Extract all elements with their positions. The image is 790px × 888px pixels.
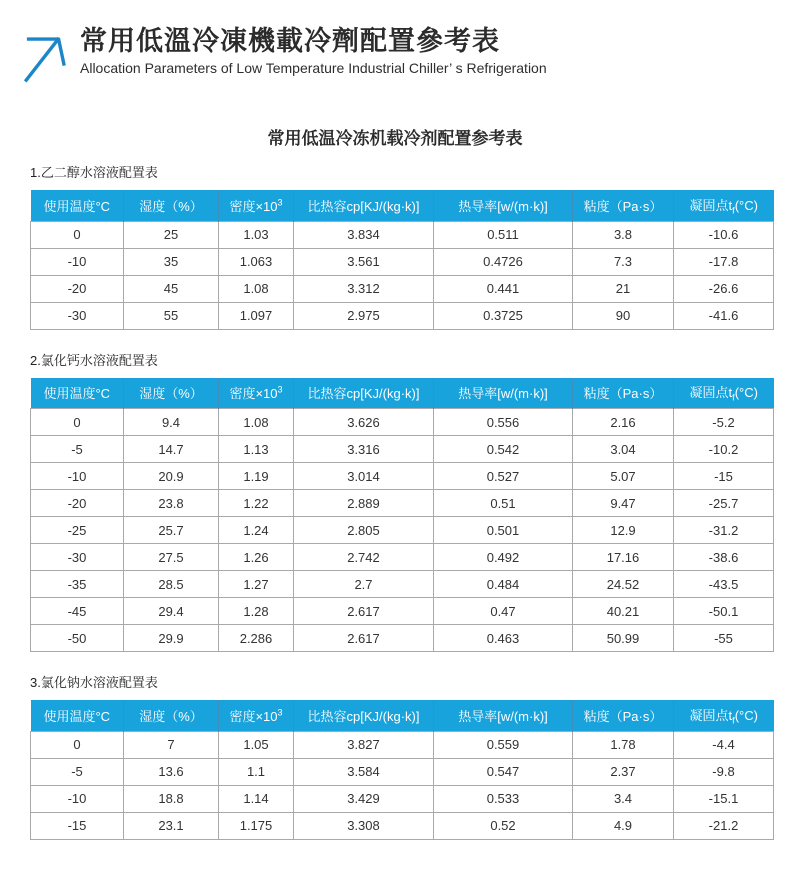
header-density: 密度$\times 10^3$ — [219, 190, 294, 221]
table-cell: 1.03 — [219, 221, 294, 248]
table-cell: 24.52 — [573, 571, 674, 598]
table-cell: 0.527 — [434, 463, 573, 490]
table-row — [31, 490, 774, 517]
table-header-row — [31, 378, 774, 409]
table-cell: 0.484 — [434, 571, 573, 598]
table-cell: 3.834 — [294, 221, 434, 248]
table-cell: 2.805 — [294, 517, 434, 544]
table-row — [31, 731, 774, 758]
up-right-arrow-icon — [22, 34, 68, 86]
table-header-row — [31, 700, 774, 731]
table-cell: -20 — [31, 490, 124, 517]
table-cell: 1.27 — [219, 571, 294, 598]
table-row — [31, 463, 774, 490]
header-temperature: 使用温度°C — [31, 378, 124, 409]
brand-title: 常用低溫冷凍機載冷劑配置參考表 — [80, 26, 500, 56]
table-cell: 0 — [31, 221, 124, 248]
header-humidity: 湿度（%） — [124, 190, 219, 221]
header-temperature: 使用温度°C — [31, 190, 124, 221]
table-cell: 0.542 — [434, 436, 573, 463]
table-cell: 2.286 — [219, 625, 294, 652]
table-cell: -55 — [674, 625, 774, 652]
table-cell: 1.26 — [219, 544, 294, 571]
table-cell: -26.6 — [674, 275, 774, 302]
table-cell: -9.8 — [674, 758, 774, 785]
table-cell: 2.7 — [294, 571, 434, 598]
header-thermal-conductivity: 热导率[w/(m·k)] — [434, 378, 573, 409]
table-ethylene-glycol — [30, 190, 774, 330]
table-row — [31, 785, 774, 812]
table-cell: -10.2 — [674, 436, 774, 463]
table-cell: -10.6 — [674, 221, 774, 248]
table-cell: 2.975 — [294, 302, 434, 329]
header-humidity: 湿度（%） — [124, 378, 219, 409]
table-cell: -21.2 — [674, 812, 774, 839]
table-cell: 90 — [573, 302, 674, 329]
section-label-calcium-chloride: 2.氯化钙水溶液配置表 — [30, 352, 158, 368]
table-cell: 7 — [124, 731, 219, 758]
table-cell: 35 — [124, 248, 219, 275]
table-cell: 23.8 — [124, 490, 219, 517]
table-cell: -15.1 — [674, 785, 774, 812]
table-cell: 3.827 — [294, 731, 434, 758]
table-cell: 27.5 — [124, 544, 219, 571]
table-row — [31, 221, 774, 248]
table-cell: 0.52 — [434, 812, 573, 839]
table-cell: -5 — [31, 436, 124, 463]
table-cell: 1.13 — [219, 436, 294, 463]
table-cell: -25 — [31, 517, 124, 544]
section-label-ethylene-glycol: 1.乙二醇水溶液配置表 — [30, 165, 158, 180]
brand-subtitle: Allocation Parameters of Low Temperature Industrial Chiller’ s Refrigeration — [80, 60, 547, 77]
table-cell: -17.8 — [674, 248, 774, 275]
header-temperature: 使用温度°C — [31, 700, 124, 731]
table-cell: 29.4 — [124, 598, 219, 625]
table-cell: -5.2 — [674, 409, 774, 436]
table-cell: -30 — [31, 302, 124, 329]
table-row — [31, 758, 774, 785]
table-cell: 4.9 — [573, 812, 674, 839]
table-cell: 50.99 — [573, 625, 674, 652]
table-cell: 13.6 — [124, 758, 219, 785]
table-row — [31, 517, 774, 544]
table-cell: 2.617 — [294, 625, 434, 652]
table-row — [31, 544, 774, 571]
table-cell: 0.47 — [434, 598, 573, 625]
table-cell: 3.014 — [294, 463, 434, 490]
document-title: 常用低温冷冻机载冷剂配置参考表 — [267, 129, 523, 148]
table-cell: 3.316 — [294, 436, 434, 463]
table-cell: 1.24 — [219, 517, 294, 544]
table-cell: -30 — [31, 544, 124, 571]
table-cell: 0.559 — [434, 731, 573, 758]
table-row — [31, 275, 774, 302]
table-cell: 1.1 — [219, 758, 294, 785]
header-freezing-point: 凝固点$t_f(^\circ C)$ — [674, 378, 774, 409]
table-cell: 1.097 — [219, 302, 294, 329]
table-cell: 1.14 — [219, 785, 294, 812]
header-viscosity: 粘度（Pa·s） — [573, 700, 674, 731]
table-cell: 2.617 — [294, 598, 434, 625]
table-cell: 20.9 — [124, 463, 219, 490]
table-cell: 40.21 — [573, 598, 674, 625]
table-cell: 9.47 — [573, 490, 674, 517]
table-cell: 29.9 — [124, 625, 219, 652]
section-label-sodium-chloride: 3.氯化钠水溶液配置表 — [30, 675, 158, 690]
table-cell: 0.547 — [434, 758, 573, 785]
table-cell: 3.8 — [573, 221, 674, 248]
table-cell: 25.7 — [124, 517, 219, 544]
table-cell: 2.16 — [573, 409, 674, 436]
table-cell: 23.1 — [124, 812, 219, 839]
table-cell: -45 — [31, 598, 124, 625]
table-cell: 0.463 — [434, 625, 573, 652]
header-viscosity: 粘度（Pa·s） — [573, 378, 674, 409]
table-cell: 1.08 — [219, 275, 294, 302]
table-cell: -35 — [31, 571, 124, 598]
table-cell: -4.4 — [674, 731, 774, 758]
table-cell: 17.16 — [573, 544, 674, 571]
table-cell: 45 — [124, 275, 219, 302]
header-thermal-conductivity: 热导率[w/(m·k)] — [434, 700, 573, 731]
table-cell: 1.19 — [219, 463, 294, 490]
table-cell: 9.4 — [124, 409, 219, 436]
table-cell: -15 — [31, 812, 124, 839]
table-row — [31, 248, 774, 275]
table-row — [31, 436, 774, 463]
table-cell: 1.063 — [219, 248, 294, 275]
header-density: 密度$\times 10^3$ — [219, 700, 294, 731]
table-row — [31, 571, 774, 598]
table-cell: -10 — [31, 463, 124, 490]
header-humidity: 湿度（%） — [124, 700, 219, 731]
table-cell: 3.308 — [294, 812, 434, 839]
table-cell: 2.889 — [294, 490, 434, 517]
table-cell: 12.9 — [573, 517, 674, 544]
table-cell: 28.5 — [124, 571, 219, 598]
table-cell: 0.4726 — [434, 248, 573, 275]
table-cell: 0 — [31, 409, 124, 436]
table-row — [31, 625, 774, 652]
table-row — [31, 302, 774, 329]
table-cell: -25.7 — [674, 490, 774, 517]
table-sodium-chloride — [30, 700, 774, 840]
table-cell: -10 — [31, 248, 124, 275]
brand-header — [0, 0, 790, 86]
table-cell: 3.626 — [294, 409, 434, 436]
table-cell: -50.1 — [674, 598, 774, 625]
table-cell: 0.501 — [434, 517, 573, 544]
table-calcium-chloride — [30, 378, 774, 653]
table-cell: 3.4 — [573, 785, 674, 812]
table-cell: -15 — [674, 463, 774, 490]
header-density: 密度$\times 10^3$ — [219, 378, 294, 409]
header-freezing-point: 凝固点$t_f(^\circ C)$ — [674, 190, 774, 221]
table-cell: 3.584 — [294, 758, 434, 785]
table-cell: 1.22 — [219, 490, 294, 517]
table-cell: 18.8 — [124, 785, 219, 812]
table-cell: -38.6 — [674, 544, 774, 571]
table-cell: 0 — [31, 731, 124, 758]
table-row — [31, 812, 774, 839]
table-cell: -31.2 — [674, 517, 774, 544]
table-cell: 0.3725 — [434, 302, 573, 329]
table-cell: 1.05 — [219, 731, 294, 758]
table-cell: -20 — [31, 275, 124, 302]
table-cell: 1.28 — [219, 598, 294, 625]
table-cell: -50 — [31, 625, 124, 652]
table-cell: 5.07 — [573, 463, 674, 490]
table-row — [31, 598, 774, 625]
table-cell: 0.441 — [434, 275, 573, 302]
table-cell: 0.492 — [434, 544, 573, 571]
header-specific-heat: 比热容cp[KJ/(kg·k)] — [294, 378, 434, 409]
table-cell: 2.742 — [294, 544, 434, 571]
table-cell: 1.08 — [219, 409, 294, 436]
table-cell: -5 — [31, 758, 124, 785]
table-cell: 0.556 — [434, 409, 573, 436]
table-cell: 14.7 — [124, 436, 219, 463]
table-cell: 21 — [573, 275, 674, 302]
header-freezing-point: 凝固点$t_f(^\circ C)$ — [674, 700, 774, 731]
table-cell: 0.51 — [434, 490, 573, 517]
header-thermal-conductivity: 热导率[w/(m·k)] — [434, 190, 573, 221]
table-cell: -43.5 — [674, 571, 774, 598]
table-cell: 0.511 — [434, 221, 573, 248]
table-cell: -41.6 — [674, 302, 774, 329]
table-header-row — [31, 190, 774, 221]
table-cell: 3.04 — [573, 436, 674, 463]
table-cell: 2.37 — [573, 758, 674, 785]
table-row — [31, 409, 774, 436]
table-cell: 1.175 — [219, 812, 294, 839]
table-cell: 7.3 — [573, 248, 674, 275]
table-cell: 3.429 — [294, 785, 434, 812]
table-cell: -10 — [31, 785, 124, 812]
table-cell: 0.533 — [434, 785, 573, 812]
header-specific-heat: 比热容cp[KJ/(kg·k)] — [294, 700, 434, 731]
table-cell: 3.312 — [294, 275, 434, 302]
table-cell: 3.561 — [294, 248, 434, 275]
table-cell: 25 — [124, 221, 219, 248]
brand-text — [80, 26, 547, 76]
table-cell: 1.78 — [573, 731, 674, 758]
header-specific-heat: 比热容cp[KJ/(kg·k)] — [294, 190, 434, 221]
header-viscosity: 粘度（Pa·s） — [573, 190, 674, 221]
table-cell: 55 — [124, 302, 219, 329]
